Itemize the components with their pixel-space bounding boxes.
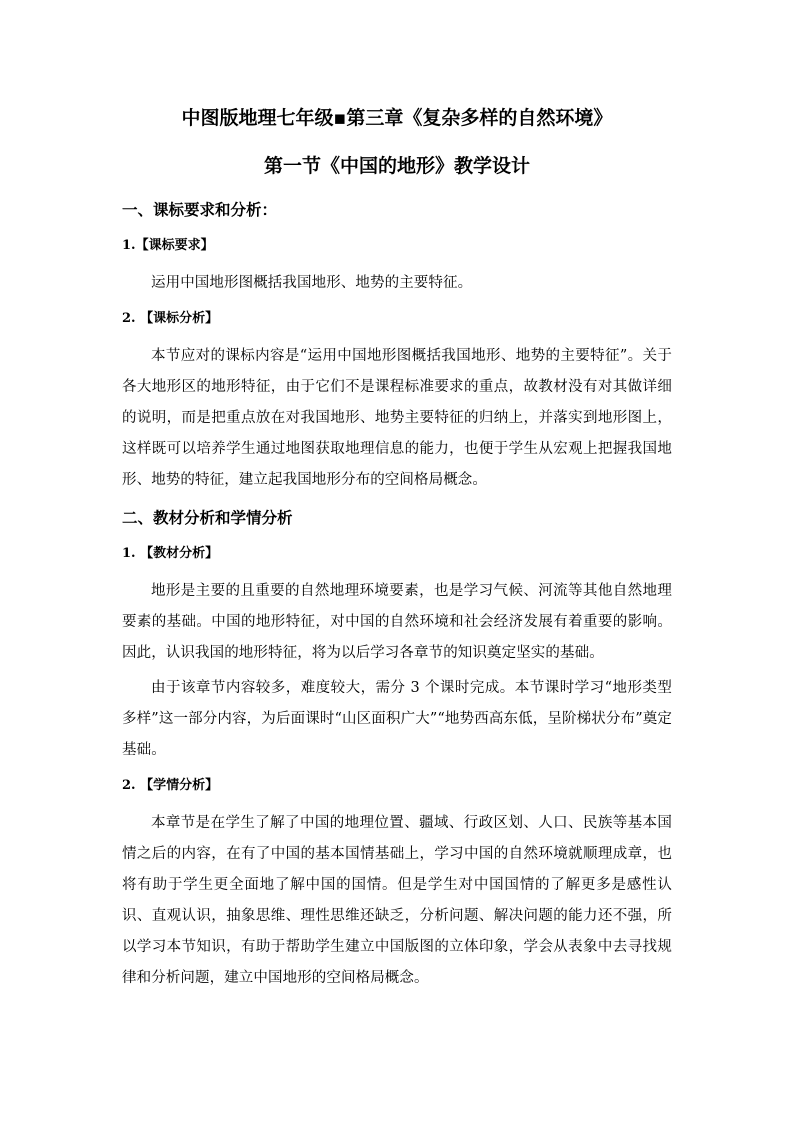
subsection-textbook-analysis (122, 544, 672, 766)
section-heading: 一、课标要求和分析： (122, 200, 278, 219)
subsection-heading: 1. 【教材分析】 (122, 546, 219, 561)
paragraph: 运用中国地形图概括我国地形、地势的主要特征。 (151, 275, 473, 291)
paragraph: 地形是主要的且重要的自然地理环境要素，也是学习气候、河流等其他自然地理要素的基础。中国的地形特征，对中国的自然环境和社会经济发展有着重要的影响。因此，认识我国的地形特征，将为以后学习各章节的知识奠定坚实的基础。 (122, 583, 672, 661)
subsection-curriculum-requirement (122, 236, 672, 299)
section-heading: 二、教材分析和学情分析 (122, 508, 293, 527)
subsection-curriculum-analysis (122, 309, 672, 496)
section-textbook-and-student-analysis (122, 506, 672, 994)
paragraph: 由于该章节内容较多，难度较大，需分 3 个课时完成。本节课时学习“地形类型多样”这一部分内容，为后面课时“山区面积广大”“地势西高东低，呈阶梯状分布”奠定基础。 (122, 680, 672, 758)
subsection-heading: 2. 【课标分析】 (122, 311, 219, 326)
document-title: 中图版地理七年级▪第三章《复杂多样的自然环境》 (181, 107, 613, 129)
section-curriculum (122, 198, 672, 496)
subsection-student-analysis (122, 776, 672, 994)
subsection-heading: 1.【课标要求】 (122, 238, 214, 253)
document-subtitle: 第一节《中国的地形》教学设计 (263, 155, 530, 177)
subsection-heading: 2. 【学情分析】 (122, 778, 219, 793)
paragraph: 本章节是在学生了解了中国的地理位置、疆域、行政区划、人口、民族等基本国情之后的内容，在有了中国的基本国情基础上，学习中国的自然环境就顺理成章，也将有助于学生更全面地了解中国的国情。但是学生对中国国情的了解更多是感性认识、直观认识，抽象思维、理性思维还缺乏，分析问题、解决问题的能力还不强，所以学习本节知识，有助于帮助学生建立中国版图的立体印象，学会从表象中去寻找规律和分析问题，建立中国地形的空间格局概念。 (122, 815, 672, 986)
paragraph: 本节应对的课标内容是“运用中国地形图概括我国地形、地势的主要特征”。关于各大地形区的地形特征，由于它们不是课程标准要求的重点，故教材没有对其做详细的说明，而是把重点放在对我国地形、地势主要特征的归纳上，并落实到地形图上，这样既可以培养学生通过地图获取地理信息的能力，也便于学生从宏观上把握我国地形、地势的特征，建立起我国地形分布的空间格局概念。 (122, 348, 672, 488)
